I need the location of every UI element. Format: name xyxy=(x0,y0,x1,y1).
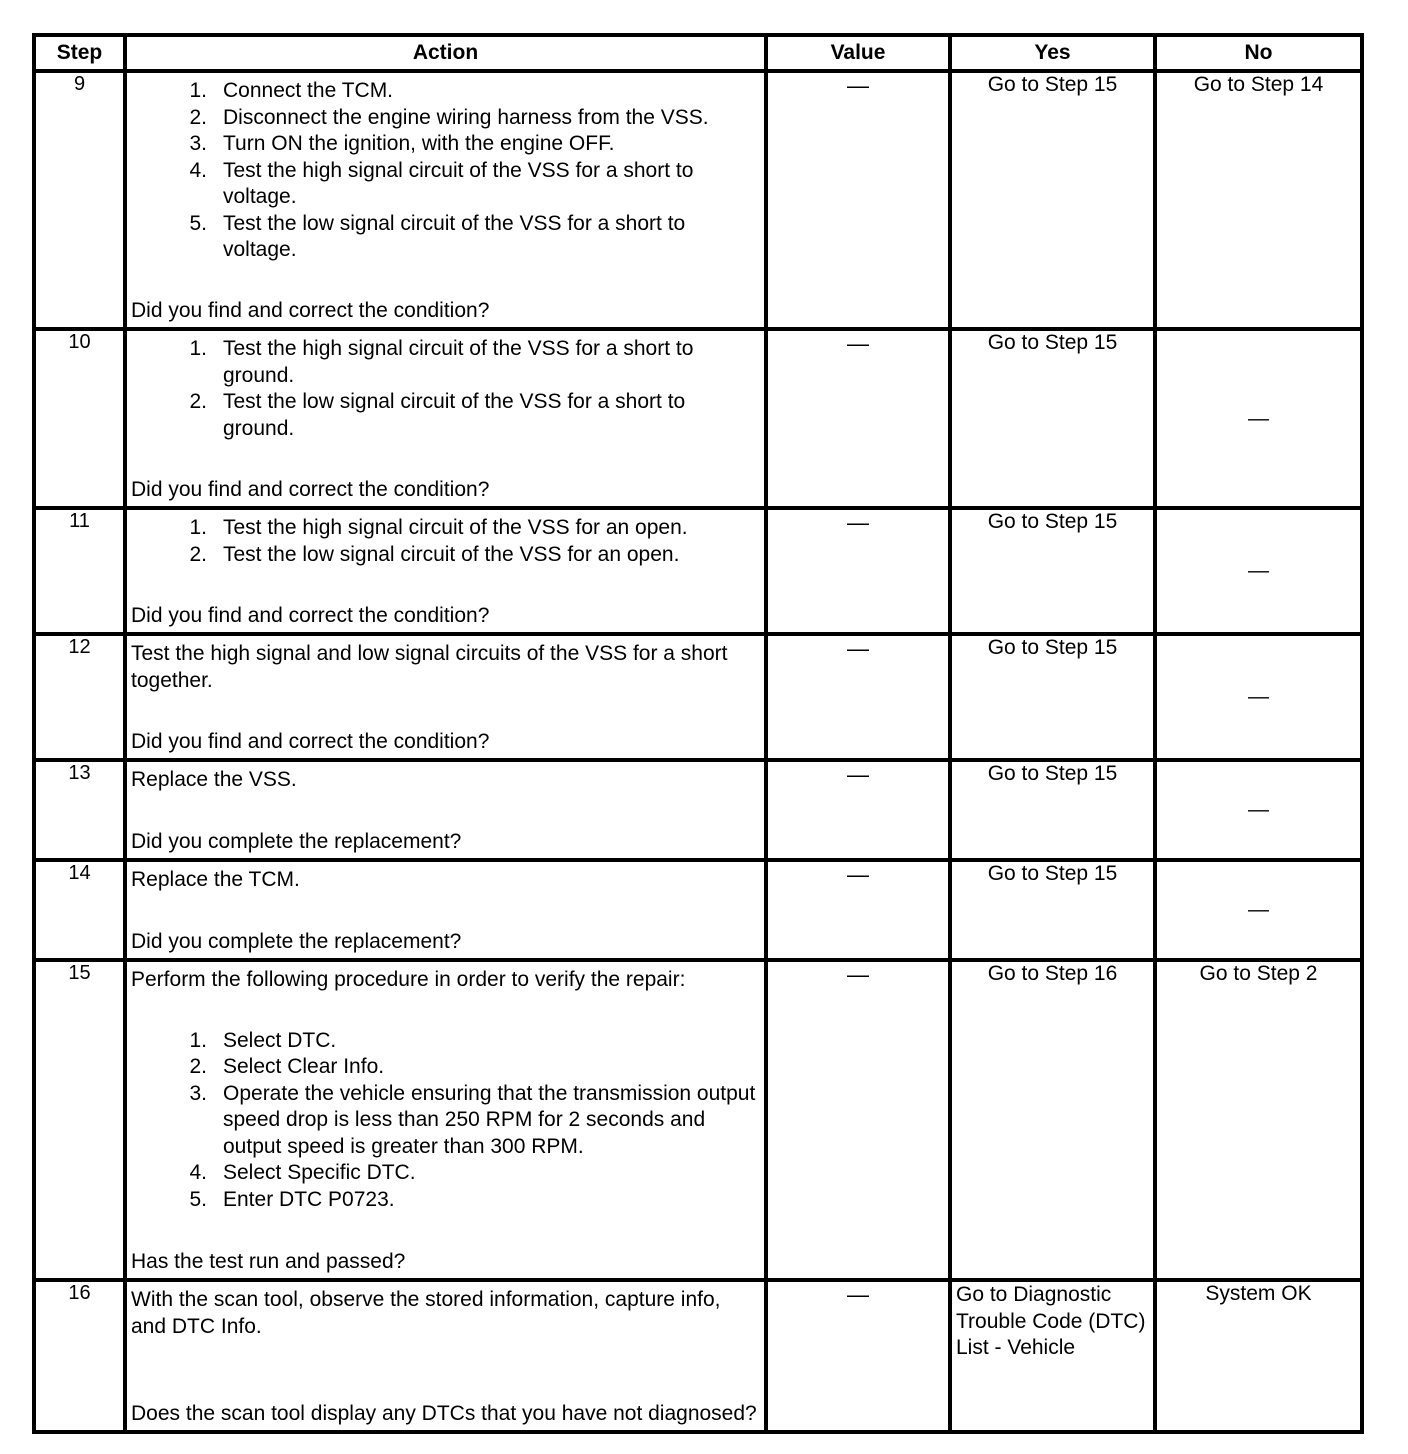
no-dash: — xyxy=(1248,406,1269,430)
value-cell xyxy=(766,71,950,329)
list-item: 4. Select Specific DTC. xyxy=(189,1161,416,1184)
table-row xyxy=(34,508,1362,634)
yes-cell xyxy=(950,329,1155,508)
table-row xyxy=(34,634,1362,760)
action-cell xyxy=(125,71,766,329)
value-dash: — xyxy=(847,762,869,787)
value-dash: — xyxy=(847,331,869,356)
yes-link[interactable]: Go to Step 15 xyxy=(987,73,1118,96)
yes-link[interactable]: Go to Step 15 xyxy=(987,762,1118,785)
step-number: 15 xyxy=(34,960,125,1280)
action-text: With the scan tool, observe the stored information, capture info, and DTC Info. xyxy=(131,1288,721,1338)
action-question: Did you complete the replacement? xyxy=(131,829,462,853)
yes-cell xyxy=(950,960,1155,1280)
action-list xyxy=(131,515,760,568)
no-cell xyxy=(1155,860,1362,960)
value-cell xyxy=(766,329,950,508)
yes-cell xyxy=(950,508,1155,634)
header-action: Action xyxy=(125,35,766,71)
yes-link[interactable]: Go to Step 15 xyxy=(987,636,1118,659)
list-item: 3. Operate the vehicle ensuring that the transmission output speed drop is less than 250 RPM for 2 seconds and output speed is greater than 300 RPM. xyxy=(189,1081,756,1158)
list-item: 1. Connect the TCM. xyxy=(189,79,394,102)
value-dash: — xyxy=(847,73,869,98)
list-item: 2. Test the low signal circuit of the VSS for a short to ground. xyxy=(189,390,686,440)
action-question: Did you complete the replacement? xyxy=(131,929,462,953)
no-link[interactable]: System OK xyxy=(1205,1282,1312,1305)
value-cell xyxy=(766,634,950,760)
step-number: 11 xyxy=(34,508,125,634)
list-item: 4. Test the high signal circuit of the VSS for a short to voltage. xyxy=(189,158,694,208)
yes-link[interactable]: Go to Step 15 xyxy=(987,510,1118,533)
value-dash: — xyxy=(847,1282,869,1307)
action-cell xyxy=(125,329,766,508)
list-item: 2. Select Clear Info. xyxy=(189,1055,385,1078)
header-row xyxy=(34,35,1362,71)
action-question: Has the test run and passed? xyxy=(131,1249,406,1273)
no-cell xyxy=(1155,634,1362,760)
table-row xyxy=(34,960,1362,1280)
header-yes: Yes xyxy=(950,35,1155,71)
no-link[interactable]: Go to Step 2 xyxy=(1199,962,1318,985)
action-cell xyxy=(125,508,766,634)
value-dash: — xyxy=(847,510,869,535)
value-dash: — xyxy=(847,962,869,987)
action-question: Did you find and correct the condition? xyxy=(131,477,490,501)
list-item: 1. Test the high signal circuit of the VSS for a short to ground. xyxy=(189,337,694,387)
list-item: 3. Turn ON the ignition, with the engine OFF. xyxy=(189,132,615,155)
header-step: Step xyxy=(34,35,125,71)
value-cell xyxy=(766,760,950,860)
diagnostic-table xyxy=(32,33,1364,1434)
action-cell xyxy=(125,860,766,960)
no-cell xyxy=(1155,508,1362,634)
value-cell xyxy=(766,860,950,960)
list-item: 1. Test the high signal circuit of the VSS for an open. xyxy=(189,516,688,539)
action-list xyxy=(131,1028,760,1214)
no-dash: — xyxy=(1248,798,1269,821)
list-item: 2. Disconnect the engine wiring harness from the VSS. xyxy=(189,105,709,129)
value-dash: — xyxy=(847,636,869,661)
value-dash: — xyxy=(847,862,869,887)
action-text: Perform the following procedure in order to verify the repair: xyxy=(131,968,686,991)
action-cell xyxy=(125,760,766,860)
no-dash: — xyxy=(1248,559,1269,582)
no-cell xyxy=(1155,329,1362,508)
yes-link[interactable]: Go to Step 15 xyxy=(987,331,1118,354)
yes-link[interactable]: Go to Step 16 xyxy=(987,962,1118,985)
step-number: 12 xyxy=(34,634,125,760)
yes-cell xyxy=(950,860,1155,960)
header-value: Value xyxy=(766,35,950,71)
value-cell xyxy=(766,960,950,1280)
step-number: 13 xyxy=(34,760,125,860)
list-item: 5. Test the low signal circuit of the VSS for a short to voltage. xyxy=(189,211,686,261)
list-item: 2. Test the low signal circuit of the VSS for an open. xyxy=(189,542,680,566)
yes-cell xyxy=(950,634,1155,760)
action-text: Test the high signal and low signal circuits of the VSS for a short together. xyxy=(131,642,728,692)
action-text: Replace the VSS. xyxy=(131,768,297,791)
action-cell xyxy=(125,960,766,1280)
yes-cell xyxy=(950,1280,1155,1432)
no-cell xyxy=(1155,760,1362,860)
step-number: 14 xyxy=(34,860,125,960)
no-dash: — xyxy=(1248,685,1269,708)
no-dash: — xyxy=(1248,898,1269,921)
action-question: Did you find and correct the condition? xyxy=(131,603,490,627)
list-item: 1. Select DTC. xyxy=(189,1028,337,1052)
table-row xyxy=(34,1280,1362,1432)
action-list xyxy=(131,336,760,442)
value-cell xyxy=(766,508,950,634)
value-cell xyxy=(766,1280,950,1432)
no-cell xyxy=(1155,960,1362,1280)
header-no: No xyxy=(1155,35,1362,71)
table-row xyxy=(34,760,1362,860)
action-question: Did you find and correct the condition? xyxy=(131,298,490,322)
action-list xyxy=(131,78,760,264)
yes-cell xyxy=(950,71,1155,329)
action-question: Did you find and correct the condition? xyxy=(131,729,490,753)
table-row xyxy=(34,71,1362,329)
step-number: 9 xyxy=(34,71,125,329)
action-text: Replace the TCM. xyxy=(131,868,300,891)
no-link[interactable]: Go to Step 14 xyxy=(1193,73,1324,96)
action-question: Does the scan tool display any DTCs that you have not diagnosed? xyxy=(131,1401,757,1425)
no-cell xyxy=(1155,1280,1362,1432)
yes-link[interactable]: Go to Step 15 xyxy=(987,862,1118,885)
action-cell xyxy=(125,634,766,760)
no-cell xyxy=(1155,71,1362,329)
step-number: 10 xyxy=(34,329,125,508)
table-row xyxy=(34,329,1362,508)
action-cell xyxy=(125,1280,766,1432)
yes-link[interactable]: Go to Diagnostic Trouble Code (DTC) List - Vehicle xyxy=(956,1283,1146,1359)
yes-cell xyxy=(950,760,1155,860)
table-row xyxy=(34,860,1362,960)
list-item: 5. Enter DTC P0723. xyxy=(189,1187,395,1211)
step-number: 16 xyxy=(34,1280,125,1432)
